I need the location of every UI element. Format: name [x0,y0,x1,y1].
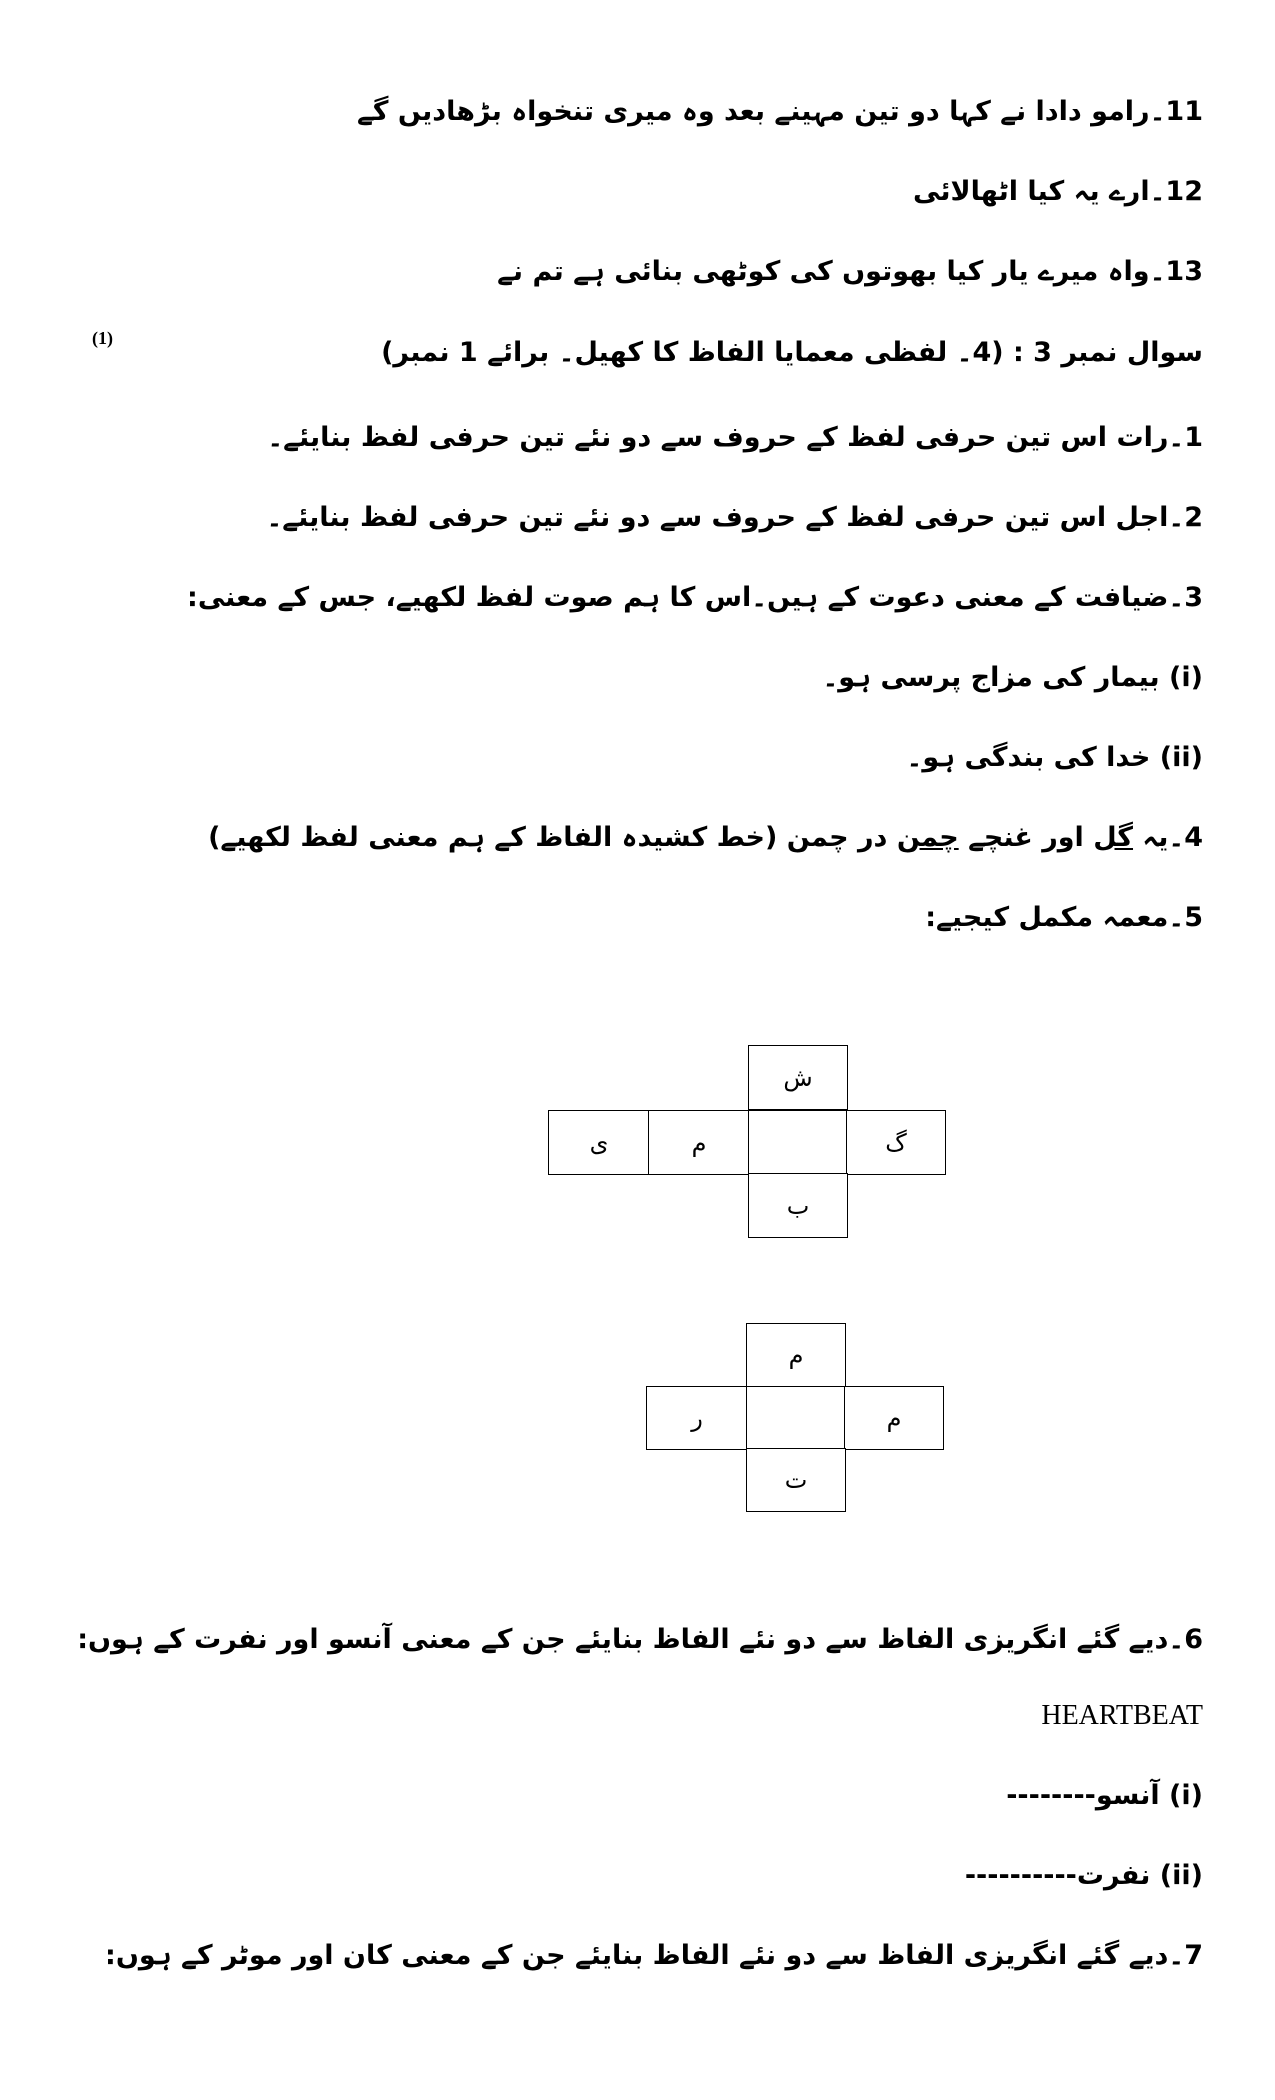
puzzle-2-cell-right[interactable]: م [844,1386,944,1450]
question-13: 13۔واہ میرے یار کیا بھوتوں کی کوٹھی بنائی ہے تم نے [497,256,1203,287]
puzzle-item-3-ii: (ii) خدا کی بندگی ہو۔ [906,742,1203,773]
puzzle-1-cell-far-left[interactable]: ی [548,1110,650,1175]
puzzle-item-4 [208,818,1203,858]
puzzle-item-4-suffix: در چمن (خط کشیدہ الفاظ کے ہم معنی لفظ لکھیے) [208,822,897,853]
puzzle-1-cell-bottom[interactable]: ب [748,1173,848,1238]
puzzle-item-3: 3۔ضیافت کے معنی دعوت کے ہیں۔اس کا ہم صوت لفظ لکھیے، جس کے معنی: [187,582,1203,613]
question-12: 12۔ارے یہ کیا اٹھالائی [913,176,1203,207]
puzzle-1-cell-top[interactable]: ش [748,1045,848,1110]
puzzle-item-6: 6۔دیے گئے انگریزی الفاظ سے دو نئے الفاظ بنایئے جن کے معنی آنسو اور نفرت کے ہوں: [77,1624,1203,1655]
puzzle-item-3-i: (i) بیمار کی مزاج پرسی ہو۔ [822,662,1203,693]
puzzle-1-cell-center[interactable] [748,1110,848,1175]
puzzle-item-4-prefix: 4۔یہ [1133,822,1203,853]
puzzle-item-6-i: (i) آنسو-------- [1006,1780,1203,1811]
question-3-heading: سوال نمبر 3 : (4۔ لفظی معمایا الفاظ کا کھیل۔ برائے 1 نمبر) [381,337,1203,368]
puzzle-2-cell-center[interactable] [746,1386,846,1450]
puzzle-1-cell-left[interactable]: م [648,1110,750,1175]
puzzle-item-7: 7۔دیے گئے انگریزی الفاظ سے دو نئے الفاظ بنایئے جن کے معنی کان اور موٹر کے ہوں: [105,1940,1203,1971]
underlined-word-chaman: چمن [896,822,959,853]
puzzle-2-cell-left[interactable]: ر [646,1386,748,1450]
puzzle-1-cell-right[interactable]: گ [846,1110,946,1175]
puzzle-item-4-mid: اور غنچے [958,822,1094,853]
question-11: 11۔رامو دادا نے کہا دو تین مہینے بعد وہ میری تنخواہ بڑھادیں گے [356,96,1203,127]
english-word-heartbeat: HEARTBEAT [1041,1700,1203,1731]
puzzle-item-2: 2۔اجل اس تین حرفی لفظ کے حروف سے دو نئے تین حرفی لفظ بنایئے۔ [266,502,1203,533]
puzzle-2-cell-top[interactable]: م [746,1323,846,1387]
puzzle-item-5: 5۔معمہ مکمل کیجیے: [925,902,1203,933]
puzzle-2-cell-bottom[interactable]: ت [746,1448,846,1512]
underlined-word-gul: گل [1093,822,1134,853]
puzzle-item-6-ii: (ii) نفرت---------- [964,1860,1203,1891]
marks-label: (1) [92,328,113,348]
puzzle-item-1: 1۔رات اس تین حرفی لفظ کے حروف سے دو نئے تین حرفی لفظ بنایئے۔ [267,422,1203,453]
